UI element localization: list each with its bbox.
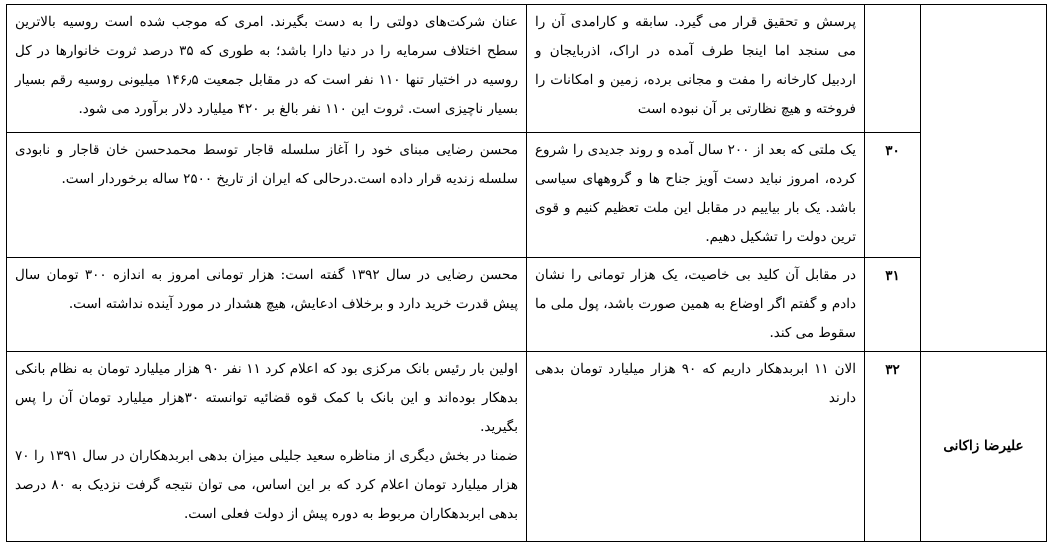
row-number: ۳۲ [865,352,921,542]
fact-paragraph: محسن رضایی مبنای خود را آغاز سلسله قاجار توسط محمدحسن خان قاجار و نابودی سلسله زندیه قرار داده است.درحالی که ایران از تاریخ ۲۵۰۰ ساله برخوردار است. [15,142,518,187]
speaker-name-cell [921,5,1047,352]
fact-cell [7,133,527,258]
fact-cell [7,258,527,352]
row-number: ۳۰ [865,133,921,258]
speaker-name-cell: علیرضا زاکانی [921,352,1047,542]
claim-cell: الان ۱۱ ابربدهکار داریم که ۹۰ هزار میلیارد تومان بدهی دارند [527,352,865,542]
row-number [865,5,921,133]
table-row [7,133,1047,258]
claim-cell: پرسش و تحقیق قرار می گیرد. سابقه و کارامدی آن را می سنجد اما اینجا طرف آمده در اراک، اذربایجان و اردبیل کارخانه را مفت و مجانی برده، زمین و امکانات را فروخته و هیچ نظارتی بر آن نبوده است [527,5,865,133]
fact-paragraph: محسن رضایی در سال ۱۳۹۲ گفته است: هزار تومانی امروز به اندازه ۳۰۰ تومان سال پیش قدرت خرید دارد و برخلاف ادعایش، هیچ هشدار در مورد آینده نداشته است. [15,267,518,312]
fact-paragraph: اولین بار رئیس بانک مرکزی بود که اعلام کرد ۱۱ نفر ۹۰ هزار میلیارد تومان به نظام بانکی بدهکار بوده‌اند و این بانک با کمک قوه قضائیه توانسته ۳۰هزار میلیارد تومان آن را پس بگیرید. [15,361,519,435]
table-row [7,352,1047,542]
fact-cell [7,5,527,133]
fact-cell [7,352,527,542]
fact-paragraph: عنان شرکت‌های دولتی را به دست بگیرند. امری که موجب شده است روسیه بالاترین سطح اختلاف سرمایه را در دنیا دارا باشد؛ به طوری که ۳۵ درصد ثروت خانوارها در کل روسیه در اختیار تنها ۱۱۰ نفر است که در مقابل جمعیت ۱۴۶٫۵ میلیونی روسیه رقم بسیار بسیار ناچیزی است. ثروت این ۱۱۰ نفر بالغ بر ۴۲۰ میلیارد دلار برآورد می شود. [15,14,518,117]
fact-check-table [6,4,1047,542]
row-number: ۳۱ [865,258,921,352]
claim-cell: یک ملتی که بعد از ۲۰۰ سال آمده و روند جدیدی را شروع کرده، امروز نباید دست آویز جناح ها و گروههای سیاسی باشد. یک بار بیاییم در مقابل این ملت تعظیم کنیم و قوی ترین دولت را تشکیل دهیم. [527,133,865,258]
table-row [7,258,1047,352]
fact-paragraph: ضمنا در بخش دیگری از مناظره سعید جلیلی میزان بدهی ابربدهکاران در سال ۱۳۹۱ را ۷۰ هزار میلیارد تومان اعلام کرد که بر این اساس، می توان نتیجه گرفت نزدیک به ۸۰ درصد بدهی ابربدهکاران مربوط به دوره پیش از دولت فعلی است. [15,448,518,522]
claim-cell: در مقابل آن کلید بی خاصیت، یک هزار تومانی را نشان دادم و گفتم اگر اوضاع به همین صورت باشد، پول ملی ما سقوط می کند. [527,258,865,352]
table-row [7,5,1047,133]
